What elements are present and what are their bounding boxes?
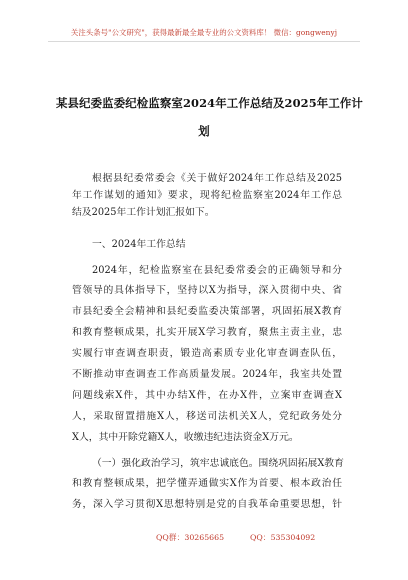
header-note: 关注头条号"公文研究"，获得最新最全最专业的公文资料库！ 微信：gongwenyj (70, 28, 338, 37)
paragraph-line: 实履行审查调查职责，锻造高素质专业化审查调查队伍， (72, 348, 342, 359)
paragraph-line: X人，其中开除党籍X人，收缴违纪违法资金X万元。 (72, 432, 299, 443)
header-divider (48, 41, 360, 42)
paragraph-line: 市县纪委全会精神和县纪委监委决策部署，巩固拓展X教育 (72, 306, 342, 317)
paragraph-line: 人，采取留置措施X人，移送司法机关X人，党纪政务处分 (72, 411, 342, 422)
paragraph-line: 和教育整顿成果，扎实开展X学习教育，聚焦主责主业，忠 (72, 327, 342, 338)
document-title-line-2: 划 (198, 124, 210, 138)
document-title-line-1: 某县纪委监委纪检监察室2024年工作总结及2025年工作计 (56, 96, 363, 110)
section-heading: 一、2024年工作总结 (92, 239, 186, 250)
paragraph-line: 和教育整顿成果，把学懂弄通做实X作为首要、根本政治任 (72, 478, 342, 489)
footer-qq-group: QQ群：30265665 (156, 533, 225, 542)
paragraph-line: 2024年，纪检监察室在县纪委常委会的正确领导和分 (92, 265, 342, 276)
paragraph-line: 结及2025年工作计划汇报如下。 (72, 207, 215, 218)
footer-qq: QQ：535304092 (250, 533, 316, 542)
paragraph-line: 管领导的具体指导下，坚持以X为指导，深入贯彻中央、省 (72, 285, 342, 296)
subsection-line: （一）强化政治学习，筑牢忠诚底色。围绕巩固拓展X教育 (92, 458, 344, 469)
paragraph-line: 不断推动审查调查工作高质量发展。2024年，我室共处置 (72, 369, 342, 380)
paragraph-line: 务，深入学习贯彻X思想特别是党的自我革命重要思想，针 (72, 499, 342, 510)
paragraph-line: 年工作谋划的通知》要求，现将纪检监察室2024年工作总 (72, 190, 342, 201)
paragraph-line: 根据县纪委常委会《关于做好2024年工作总结及2025 (92, 173, 342, 184)
paragraph-line: 问题线索X件，其中办结X件，在办X件，立案审查调查X (72, 390, 342, 401)
